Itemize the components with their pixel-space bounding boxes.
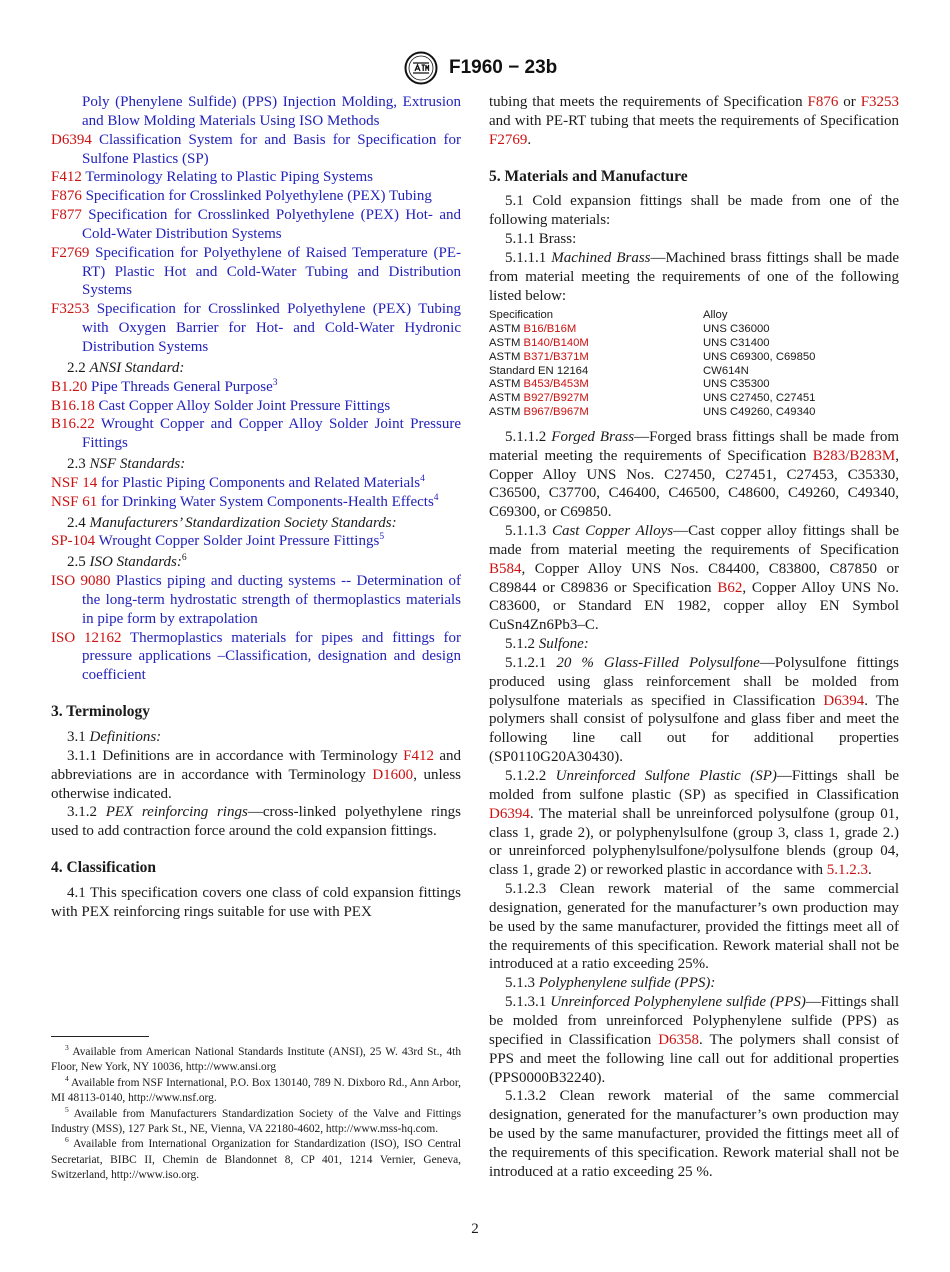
reference-title-link[interactable]: for Plastic Piping Components and Related Materials (101, 474, 421, 491)
paragraph-5-1-3: 5.1.3 Polyphenylene sulfide (PPS): (505, 975, 716, 992)
table-cell-spec (489, 351, 703, 365)
footnote-text: Available from Manufacturers Standardization Society of the Valve and Fittings Industry (MSS), 127 Park St., NE, Vienna, VA 22180-4602, http://www.mss-hq.com. (51, 1107, 461, 1136)
reference-code-link[interactable]: D6394 (51, 131, 92, 148)
spec-link[interactable]: B453/B453M (523, 378, 589, 391)
table-row (489, 406, 899, 420)
link-d6358[interactable]: D6358 (658, 1031, 700, 1048)
left-column (51, 93, 461, 922)
spec-prefix: ASTM (489, 378, 524, 391)
astm-logo-icon (404, 51, 438, 85)
footnote-number: 3 (65, 1043, 69, 1053)
table-cell-alloy: UNS C36000 (703, 323, 770, 336)
footnote-text: Available from American National Standards Institute (ANSI), 25 W. 43rd St., 4th Floor, New York, NY 10036, http://www.ansi.org (51, 1046, 462, 1074)
footnote-text: Available from International Organization for Standardization (ISO), ISO Central Secretariat, BIBC II, Chemin de Blandonnet 8, CP 401, 1214 Vernier, Geneva, Switzerland, http://www.iso.org. (51, 1138, 461, 1182)
paragraph-5-1-1: 5.1.1 Brass: (505, 231, 577, 248)
section-2-2-heading: 2.2 ANSI Standard: (67, 359, 185, 376)
spec-prefix: ASTM (489, 392, 524, 405)
reference-title-link[interactable]: Plastics piping and ducting systems -- Determination of the long-term hydrostatic strength of thermoplastics materials in pipe form by extrapolation (82, 573, 461, 627)
table-cell-alloy: UNS C31400 (703, 337, 770, 350)
reference-entry (51, 244, 461, 301)
footnotes (51, 1045, 461, 1184)
spec-prefix: ASTM (489, 337, 524, 350)
spec-prefix: ASTM (489, 406, 524, 419)
paragraph-4-1: 4.1 This specification covers one class of cold expansion fittings with PEX reinforcing rings suitable for use with PEX (51, 884, 461, 920)
reference-title-link[interactable]: for Drinking Water System Components-Health Effects (101, 493, 434, 510)
section-3-1-heading: 3.1 Definitions: (67, 729, 162, 745)
table-cell-spec (489, 406, 703, 420)
link-f412[interactable]: F412 (403, 747, 434, 764)
paragraph-5-1-3-1: 5.1.3.1 Unreinforced Polyphenylene sulfide (PPS)—Fittings shall be molded from unreinforced Polyphenylene sulfide (PPS) as specified in Classification D6358. The polymers shall consist of PPS and meet the following line call out for additional properties (PPS0000B32240). (489, 994, 899, 1086)
reference-title-link[interactable]: Specification for Crosslinked Polyethylene (PEX) Hot- and Cold-Water Distribution Systems (82, 207, 461, 242)
paragraph-5-1-2: 5.1.2 Sulfone: (505, 636, 589, 653)
link-f2769[interactable]: F2769 (489, 131, 528, 148)
paragraph-4-1-continued: tubing that meets the requirements of Specification F876 or F3253 and with PE-RT tubing that meets the requirements of Specification F2769. (489, 94, 900, 148)
table-header-row (489, 309, 899, 323)
footnote-marker: 4 (420, 473, 425, 484)
paragraph-5-1-2-3: 5.1.2.3 Clean rework material of the same commercial designation, generated for the manufacturer’s own production may be used by the same manufacturer, provided the fittings meet all of the requirements of this specification. Rework material shall not be introduced at a ratio exceeding 25%. (489, 881, 899, 973)
spec-link[interactable]: B16/B16M (523, 323, 577, 336)
table-row (489, 392, 899, 406)
paragraph-3-1-2: 3.1.2 PEX reinforcing rings—cross-linked polyethylene rings used to add contraction force around the cold expansion fittings. (51, 804, 461, 840)
referenced-documents-ansi (51, 378, 461, 453)
reference-entry (51, 187, 461, 206)
paragraph-5-1: 5.1 Cold expansion fittings shall be made from one of the following materials: (489, 193, 899, 229)
section-5-heading: 5. Materials and Manufacture (489, 167, 688, 185)
link-d6394[interactable]: D6394 (823, 692, 865, 709)
page-number: 2 (471, 1221, 479, 1237)
right-column (489, 93, 899, 1182)
table-cell-alloy: CW614N (703, 364, 749, 377)
reference-code-link[interactable]: F877 (51, 207, 82, 224)
footnote-marker: 3 (272, 377, 278, 388)
reference-code-link[interactable]: B16.18 (51, 397, 95, 414)
footnote (51, 1137, 461, 1183)
reference-code-link[interactable]: F412 (51, 169, 82, 186)
reference-title-link[interactable]: Classification System for and Basis for Specification for Sulfone Plastics (SP) (82, 131, 461, 167)
paragraph-5-1-2-2: 5.1.2.2 Unreinforced Sulfone Plastic (SP)—Fittings shall be molded from sulfone plastic (SP) as specified in Classification D6394. The material shall be unreinforced polysulfone (group 01, class 1, grade 2), or polyphenylsulfone (group 3, class 1, grade 2.) or unreinforced polyphenylsulfone/polysulfone blends (group 04, class 1, grade 2) or reworked plastic in accordance with 5.1.2.3. (489, 768, 899, 879)
table-cell-spec (489, 323, 703, 337)
link-b584[interactable]: B584 (489, 560, 522, 577)
reference-entry (51, 206, 461, 244)
footnote-divider (51, 1036, 149, 1037)
reference-entry (51, 532, 461, 551)
reference-entry (51, 397, 461, 416)
page-header (0, 51, 950, 85)
reference-entry (51, 168, 461, 187)
reference-entry (51, 415, 461, 453)
section-2-3-heading: 2.3 NSF Standards: (67, 456, 186, 473)
table-cell-spec (489, 365, 703, 379)
footnote-marker: 5 (379, 532, 385, 543)
spec-prefix: Standard EN 12164 (489, 364, 589, 377)
link-d1600[interactable]: D1600 (372, 766, 414, 783)
link-f876[interactable]: F876 (807, 94, 839, 110)
reference-code-link[interactable]: F3253 (51, 301, 90, 318)
reference-code-link[interactable]: NSF 14 (51, 474, 98, 491)
section-4-heading: 4. Classification (51, 859, 157, 877)
spec-prefix: ASTM (489, 323, 524, 336)
table-row (489, 337, 899, 351)
link-b283[interactable]: B283/B283M (812, 447, 896, 464)
reference-entry (51, 629, 461, 686)
reference-code-link[interactable]: ISO 9080 (51, 573, 111, 590)
spec-link[interactable]: B967/B967M (523, 406, 589, 419)
table-row (489, 323, 899, 337)
footnote-text: Available from NSF International, P.O. Box 130140, 789 N. Dixboro Rd., Ann Arbor, MI 48113-0140, http://www.nsf.org. (51, 1076, 462, 1105)
reference-code-link[interactable]: F2769 (51, 244, 90, 261)
reference-title-link[interactable]: Specification for Polyethylene of Raised Temperature (PE-RT) Plastic Hot and Cold-Water Tubing and Distribution Systems (82, 244, 462, 299)
paragraph-3-1-1: 3.1.1 Definitions are in accordance with Terminology F412 and abbreviations are in accordance with Terminology D1600, unless otherwise indicated. (51, 747, 462, 802)
reference-entry (51, 131, 461, 169)
table-row (489, 351, 899, 365)
paragraph-5-1-3-2: 5.1.3.2 Clean rework material of the same commercial designation, generated for the manufacturer’s own production may be used by the same manufacturer, provided the fittings meet all of the requirements of this specification. Rework material shall not be introduced at a ratio exceeding 25 %. (489, 1088, 899, 1180)
brass-materials-table (489, 309, 899, 419)
reference-code-link[interactable]: B16.22 (51, 416, 95, 433)
section-2-4-heading: 2.4 Manufacturers’ Standardization Society Standards: (67, 514, 397, 531)
table-cell-spec (489, 337, 703, 351)
paragraph-5-1-1-3: 5.1.1.3 Cast Copper Alloys—Cast copper alloy fittings shall be made from material meeting the requirements of Specification B584, Copper Alloy UNS Nos. C84400, C83800, C87850 or C89844 or C89836 or Specification B62, Copper Alloy UNS No. C83600, or Standard EN 1982, copper alloy EN Symbol CuSn4Zn6Pb3–C. (489, 523, 900, 634)
reference-title-link[interactable]: Specification for Crosslinked Polyethylene (PEX) Tubing with Oxygen Barrier for Hot- and Cold-Water Hydronic Distribution Systems (82, 301, 462, 355)
table-header-alloy: Alloy (703, 309, 728, 322)
link-5-1-2-3[interactable]: 5.1.2.3 (826, 862, 869, 879)
spec-link[interactable]: B927/B927M (523, 392, 589, 405)
table-cell-spec (489, 392, 703, 406)
footnote (51, 1045, 461, 1076)
referenced-documents-nsf (51, 474, 461, 512)
referenced-documents-astm (51, 131, 461, 357)
paragraph-5-1-1-1: 5.1.1.1 Machined Brass—Machined brass fittings shall be made from material meeting the requirements of one of the following listed below: (489, 249, 900, 304)
reference-title-link[interactable]: Wrought Copper Solder Joint Pressure Fittings (98, 533, 380, 550)
link-d6394[interactable]: D6394 (489, 805, 530, 822)
section-3-heading: 3. Terminology (51, 703, 151, 721)
table-cell-spec (489, 378, 703, 392)
footnote-number: 6 (65, 1135, 69, 1145)
reference-entry (51, 572, 461, 629)
reference-code-link[interactable]: ISO 12162 (51, 629, 122, 646)
footnote (51, 1076, 461, 1107)
table-cell-alloy: UNS C49260, C49340 (703, 406, 816, 419)
referenced-documents-iso (51, 572, 461, 685)
table-header-spec: Specification (489, 309, 554, 322)
reference-code-link[interactable]: F876 (51, 188, 82, 205)
reference-title-link[interactable]: Cast Copper Alloy Solder Joint Pressure Fittings (98, 397, 391, 414)
reference-title-link[interactable]: Specification for Crosslinked Polyethylene (PEX) Tubing (85, 188, 432, 205)
reference-title-link[interactable]: Terminology Relating to Plastic Piping Systems (85, 169, 374, 186)
table-cell-alloy: UNS C69300, C69850 (703, 350, 816, 363)
footnote-marker: 4 (433, 492, 439, 503)
reference-entry (51, 493, 461, 512)
reference-entry (51, 300, 461, 357)
spec-link[interactable]: B140/B140M (523, 337, 589, 350)
link-f3253[interactable]: F3253 (860, 94, 900, 110)
reference-entry (51, 378, 461, 397)
document-designation: F1960 − 23b (449, 57, 558, 78)
table-cell-alloy: UNS C35300 (703, 378, 770, 391)
spec-link[interactable]: B371/B371M (523, 350, 589, 363)
reference-code-link[interactable]: B1.20 (51, 378, 88, 395)
ref-title-continued[interactable]: Poly (Phenylene Sulfide) (PPS) Injection Molding, Extrusion and Blow Molding Materials Using ISO Methods (82, 94, 461, 129)
footnote (51, 1104, 461, 1138)
reference-code-link[interactable]: NSF 61 (51, 493, 98, 510)
section-2-5-heading: 2.5 ISO Standards:$^6$ (67, 553, 187, 571)
footnote-number: 4 (65, 1074, 69, 1084)
spec-prefix: ASTM (489, 350, 524, 363)
referenced-documents-mss (51, 532, 461, 551)
paragraph-5-1-2-1: 5.1.2.1 20 % Glass-Filled Polysulfone—Polysulfone fittings produced using glass reinforcement shall be molded from polysulfone materials as specified in Classification D6394. The polymers shall consist of polysulfone and glass fiber and meet the following line call out for additional properties (SP0110G20A30430). (489, 654, 900, 766)
table-cell-alloy: UNS C27450, C27451 (703, 392, 816, 405)
table-row (489, 365, 899, 379)
link-b62[interactable]: B62 (717, 579, 743, 596)
reference-title-link[interactable]: Wrought Copper and Copper Alloy Solder Joint Pressure Fittings (82, 416, 461, 452)
footnote-number: 5 (65, 1104, 69, 1114)
reference-title-link[interactable]: Pipe Threads General Purpose (91, 378, 273, 395)
table-row (489, 378, 899, 392)
reference-title-link[interactable]: Thermoplastics materials for pipes and fittings for pressure applications –Classification, designation and design coefficient (82, 629, 462, 684)
reference-entry (51, 474, 461, 493)
reference-code-link[interactable]: SP-104 (51, 533, 96, 550)
paragraph-5-1-1-2: 5.1.1.2 Forged Brass—Forged brass fittings shall be made from material meeting the requirements of Specification B283/B283M, Copper Alloy UNS Nos. C27450, C27451, C27453, C35330, C36500, C37700, C46400, C46500, C48600, C49260, C49340, C69300, or C69850. (489, 428, 900, 521)
